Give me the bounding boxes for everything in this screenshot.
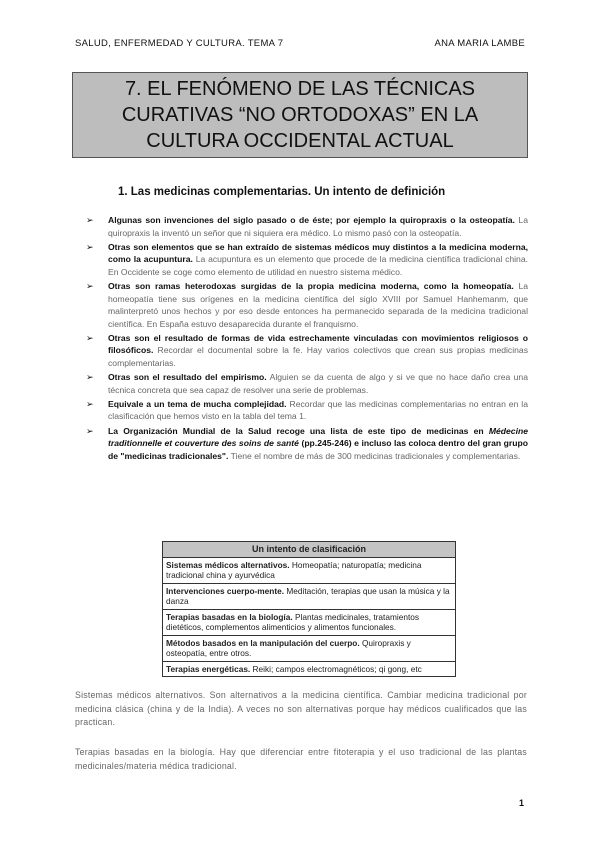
table-header-row bbox=[163, 542, 456, 558]
bullet-bold-text: La Organización Mundial de la Salud recoge una lista de este tipo de medicinas en bbox=[108, 425, 489, 436]
page-title bbox=[122, 76, 478, 154]
table-row bbox=[163, 661, 456, 677]
table-cell bbox=[163, 583, 456, 609]
header-right: ANA MARIA LAMBE bbox=[434, 38, 525, 49]
bullet-bold-text: Algunas son invenciones del siglo pasado o de éste; por ejemplo la quiropraxis o la osteopatía. bbox=[108, 215, 515, 225]
title-line-3: CULTURA OCCIDENTAL ACTUAL bbox=[146, 130, 454, 152]
bullet-bold-text: Otras son el resultado de formas de vida estrechamente vinculadas con movimientos religiosos o filosóficos. bbox=[108, 332, 528, 356]
table-row bbox=[163, 583, 456, 609]
paragraph: Terapias basadas en la biología. Hay que diferenciar entre fitoterapia y el uso tradicional de las plantas medicinales/materia médica tradicional. bbox=[75, 747, 527, 771]
page-number: 1 bbox=[519, 798, 525, 808]
bullet-note-text: Recordar que las medicinas complementarias no entran en la clasificación que hemos visto en la tabla del tema 1. bbox=[108, 398, 528, 422]
bullet-note-text: La homeopatía tiene sus orígenes en la medicina científica del siglo XVIII por Samuel Hanhemanm, que malinterpretó unos hechos y por eso desde entonces ha permanecido separada de la medicina tradicional científica. En España estuvo desaparecida durante el franquismo. bbox=[108, 280, 528, 329]
category-term: Sistemas médicos alternativos. bbox=[166, 559, 290, 570]
category-term: Terapias energéticas. bbox=[166, 663, 251, 674]
arrow-bullet-icon: ➢ bbox=[86, 332, 94, 343]
bullet-list bbox=[86, 214, 528, 464]
title-line-2: CURATIVAS “NO ORTODOXAS” EN LA bbox=[121, 104, 479, 126]
arrow-bullet-icon: ➢ bbox=[86, 241, 94, 252]
bullet-note-text: Recordar el documental sobre la fe. Hay varios colectivos que crean sus propias medicinas complementarias. bbox=[108, 345, 528, 369]
title-line-1: 7. EL FENÓMENO DE LAS TÉCNICAS bbox=[124, 78, 476, 100]
classification-table bbox=[162, 541, 456, 677]
list-item bbox=[86, 214, 528, 239]
category-desc: Quiropraxis y osteopatía, entre otros. bbox=[166, 637, 411, 658]
arrow-bullet-icon: ➢ bbox=[86, 372, 94, 383]
category-term: Intervenciones cuerpo-mente. bbox=[166, 585, 285, 596]
bullet-bold-text: (pp.245-246) e incluso las coloca dentro del gran grupo de "medicinas tradicionales". bbox=[108, 438, 528, 461]
table-cell bbox=[163, 609, 456, 635]
category-term: Métodos basados en la manipulación del cuerpo. bbox=[166, 637, 360, 648]
bullet-bold-text: Equivale a un tema de mucha complejidad. bbox=[108, 398, 287, 409]
category-desc: Homeopatía; naturopatía; medicina tradicional china y ayurvédica bbox=[166, 559, 422, 580]
table-cell bbox=[163, 635, 456, 661]
table-title: Un intento de clasificación bbox=[163, 542, 456, 558]
category-term: Terapias basadas en la biología. bbox=[166, 611, 293, 622]
bullet-bold-text: Otras son ramas heterodoxas surgidas de la propia medicina moderna, como la homeopatía. bbox=[108, 280, 514, 291]
list-item bbox=[86, 425, 528, 463]
bullet-bold-text: Otras son elementos que se han extraído de sistemas médicos muy distintos a la medicina moderna, como la acupuntura. bbox=[108, 241, 528, 265]
table-cell bbox=[163, 661, 456, 677]
section-heading: 1. Las medicinas complementarias. Un intento de definición bbox=[118, 186, 446, 198]
list-item bbox=[86, 332, 528, 370]
table-row bbox=[163, 635, 456, 661]
list-item bbox=[86, 280, 528, 330]
title-box bbox=[72, 72, 528, 158]
list-item bbox=[86, 371, 528, 396]
table-cell bbox=[163, 557, 456, 583]
bullet-note-text: La acupuntura es un elemento que procede de la medicina científica tradicional china. En Occidente se coge como elemento de utilidad en nuestro sistema médico. bbox=[108, 254, 528, 277]
book-title: Médecine traditionnelle et couverture des soins de santé bbox=[108, 425, 528, 449]
category-desc: Meditación, terapias que usan la música y la danza bbox=[166, 585, 450, 606]
arrow-bullet-icon: ➢ bbox=[86, 398, 94, 409]
list-item bbox=[86, 398, 528, 423]
arrow-bullet-icon: ➢ bbox=[86, 280, 94, 291]
paragraph: Sistemas médicos alternativos. Son alternativos a la medicina científica. Cambiar medicina tradicional por medicina clásica (china y de la India). A veces no son alternativas porque hay médicos cualificados que las practican. bbox=[75, 690, 527, 728]
category-desc: Reiki; campos electromagnéticos; qi gong, etc bbox=[250, 663, 422, 674]
bullet-bold-text: Otras son el resultado del empirismo. bbox=[108, 372, 267, 383]
bullet-note-text: Alguien se da cuenta de algo y si ve que no hace daño crea una técnica concreta que sea capaz de resolver una serie de problemas. bbox=[108, 372, 528, 395]
bullet-note-text: Tiene el nombre de más de 300 medicinas tradicionales y complementarias. bbox=[228, 450, 521, 461]
bullet-note-text: La quiropraxis la inventó un señor que ni siquiera era médico. Lo mismo pasó con la osteopatía. bbox=[108, 215, 528, 238]
table-row bbox=[163, 609, 456, 635]
list-item bbox=[86, 241, 528, 279]
header-left: SALUD, ENFERMEDAD Y CULTURA. TEMA 7 bbox=[75, 38, 284, 49]
table-row bbox=[163, 557, 456, 583]
arrow-bullet-icon: ➢ bbox=[86, 425, 94, 436]
arrow-bullet-icon: ➢ bbox=[86, 215, 94, 225]
category-desc: Plantas medicinales, tratamientos dietéticos, complementos alimenticios y alimentos funcionales. bbox=[166, 611, 420, 632]
